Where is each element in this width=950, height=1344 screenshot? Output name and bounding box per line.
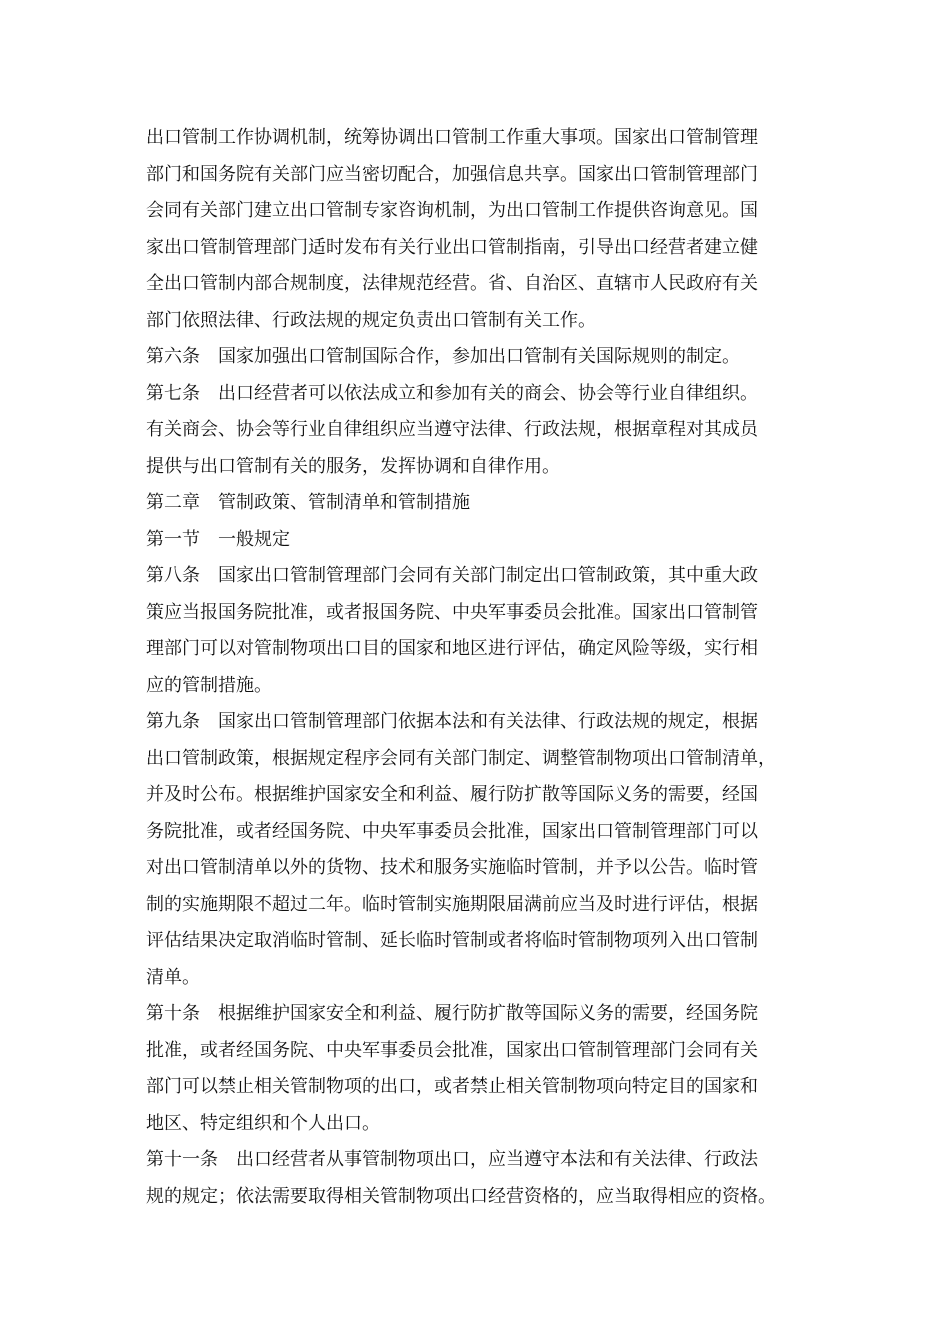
article-11-line-1: 第十一条 出口经营者从事管制物项出口，应当遵守本法和有关法律、行政法 [146,1149,758,1170]
article-9-line-1: 第九条 国家出口管制管理部门依据本法和有关法律、行政法规的规定，根据 [146,711,758,732]
article-9-line-7: 评估结果决定取消临时管制、延长临时管制或者将临时管制物项列入出口管制 [146,930,758,951]
article-9-line-6: 制的实施期限不超过二年。临时管制实施期限届满前应当及时进行评估，根据 [146,893,758,915]
text-line-4: 家出口管制管理部门适时发布有关行业出口管制指南，引导出口经营者建立健 [146,236,758,258]
article-8-line-4: 应的管制措施。 [146,674,272,696]
article-10-line-4: 地区、特定组织和个人出口。 [146,1112,380,1134]
article-8-line-1: 第八条 国家出口管制管理部门会同有关部门制定出口管制政策，其中重大政 [146,565,758,586]
text-line-6: 部门依照法律、行政法规的规定负责出口管制有关工作。 [146,309,596,331]
article-8-line-3: 理部门可以对管制物项出口目的国家和地区进行评估，确定风险等级，实行相 [146,638,758,659]
article-9-line-3: 并及时公布。根据维护国家安全和利益、履行防扩散等国际义务的需要，经国 [146,784,758,805]
article-6-line-1: 第六条 国家加强出口管制国际合作，参加出口管制有关国际规则的制定。 [146,346,740,367]
text-line-1: 出口管制工作协调机制，统筹协调出口管制工作重大事项。国家出口管制管理 [146,127,758,148]
article-8-line-2: 策应当报国务院批准，或者报国务院、中央军事委员会批准。国家出口管制管 [146,601,758,623]
article-10-line-2: 批准，或者经国务院、中央军事委员会批准，国家出口管制管理部门会同有关 [146,1039,758,1061]
chapter-2-heading: 第二章 管制政策、管制清单和管制措施 [146,492,470,513]
article-10-line-3: 部门可以禁止相关管制物项的出口，或者禁止相关管制物项向特定目的国家和 [146,1076,758,1097]
article-9-line-8: 清单。 [146,966,200,988]
article-7-line-2: 有关商会、协会等行业自律组织应当遵守法律、行政法规，根据章程对其成员 [146,419,758,440]
article-11-line-2: 规的规定；依法需要取得相关管制物项出口经营资格的，应当取得相应的资格。 [146,1185,776,1207]
text-line-3: 会同有关部门建立出口管制专家咨询机制，为出口管制工作提供咨询意见。国 [146,200,758,221]
article-7-line-1: 第七条 出口经营者可以依法成立和参加有关的商会、协会等行业自律组织。 [146,382,758,404]
article-10-line-1: 第十条 根据维护国家安全和利益、履行防扩散等国际义务的需要，经国务院 [146,1003,758,1024]
article-9-line-5: 对出口管制清单以外的货物、技术和服务实施临时管制，并予以公告。临时管 [146,857,758,878]
text-line-2: 部门和国务院有关部门应当密切配合，加强信息共享。国家出口管制管理部门 [146,163,758,185]
section-1-heading: 第一节 一般规定 [146,528,290,550]
article-7-line-3: 提供与出口管制有关的服务，发挥协调和自律作用。 [146,455,560,477]
article-9-line-2: 出口管制政策，根据规定程序会同有关部门制定、调整管制物项出口管制清单， [146,747,776,769]
text-line-5: 全出口管制内部合规制度，法律规范经营。省、自治区、直辖市人民政府有关 [146,273,758,294]
document-body [146,120,814,1215]
article-9-line-4: 务院批准，或者经国务院、中央军事委员会批准，国家出口管制管理部门可以 [146,820,758,842]
